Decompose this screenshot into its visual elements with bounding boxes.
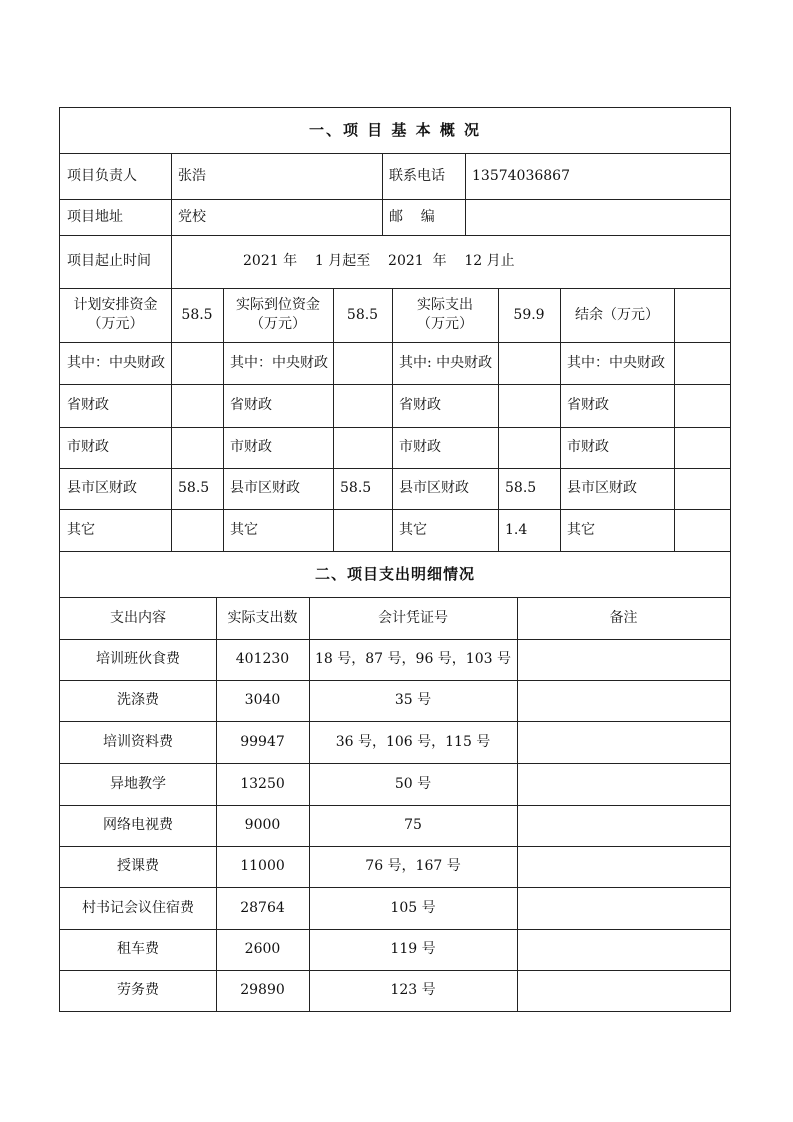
source-label: 省财政 bbox=[567, 397, 609, 414]
planned-funds-label-line2: （万元） bbox=[87, 316, 144, 332]
expense-item: 培训资料费 bbox=[103, 733, 173, 750]
planned-funds-label bbox=[60, 288, 171, 342]
source-value bbox=[674, 342, 730, 384]
source-value bbox=[674, 509, 730, 551]
source-label: 其中：中央财政 bbox=[230, 354, 328, 371]
source-label: 县市区财政 bbox=[230, 480, 300, 497]
spent-label-line1: 实际支出 bbox=[417, 297, 473, 314]
expense-note bbox=[517, 846, 730, 887]
expense-note bbox=[517, 763, 730, 805]
column-header: 实际支出数 bbox=[227, 609, 298, 626]
expense-amount: 29890 bbox=[240, 982, 285, 999]
actual-funds-label-line2: （万元） bbox=[250, 316, 306, 332]
phone-label: 联系电话 bbox=[389, 167, 445, 184]
source-value: 58.5 bbox=[340, 480, 372, 497]
source-value bbox=[674, 384, 730, 427]
postcode-label: 邮 编 bbox=[389, 208, 435, 225]
expense-voucher: 35 号 bbox=[394, 692, 432, 709]
expense-item: 洗涤费 bbox=[117, 692, 159, 709]
actual-funds-label-line1: 实际到位资金 bbox=[236, 297, 320, 314]
source-label: 市财政 bbox=[67, 439, 109, 456]
expense-item: 授课费 bbox=[117, 858, 159, 875]
expense-voucher: 50 号 bbox=[394, 775, 432, 792]
source-value bbox=[333, 384, 392, 427]
expense-amount: 99947 bbox=[240, 733, 285, 750]
actual-funds-label bbox=[223, 288, 333, 342]
source-value: 58.5 bbox=[505, 480, 537, 497]
source-label: 其中: 中央财政 bbox=[399, 354, 493, 371]
source-label: 其它 bbox=[230, 521, 258, 538]
source-value bbox=[333, 427, 392, 468]
expense-note bbox=[517, 680, 730, 721]
expense-voucher: 105 号 bbox=[390, 899, 436, 916]
address-value: 党校 bbox=[178, 208, 206, 225]
postcode-value bbox=[465, 199, 730, 235]
source-label: 市财政 bbox=[567, 439, 609, 456]
column-header: 备注 bbox=[609, 609, 638, 626]
source-label: 县市区财政 bbox=[399, 480, 469, 497]
project-table bbox=[59, 107, 731, 1012]
spent-value: 59.9 bbox=[513, 306, 545, 323]
expense-amount: 11000 bbox=[240, 858, 285, 875]
balance-label: 结余（万元） bbox=[575, 306, 659, 323]
expense-voucher: 36 号，106 号，115 号 bbox=[335, 733, 491, 750]
expense-note bbox=[517, 929, 730, 970]
phone-value: 13574036867 bbox=[472, 167, 570, 184]
source-value bbox=[171, 384, 223, 427]
expense-voucher: 123 号 bbox=[390, 982, 436, 999]
expense-item: 培训班伙食费 bbox=[96, 651, 180, 668]
source-value: 58.5 bbox=[178, 480, 210, 497]
expense-amount: 9000 bbox=[244, 817, 281, 834]
source-label: 其中：中央财政 bbox=[567, 354, 665, 371]
source-value bbox=[333, 342, 392, 384]
expense-note bbox=[517, 721, 730, 763]
source-label: 其它 bbox=[67, 521, 95, 538]
expense-note bbox=[517, 639, 730, 680]
expense-item: 网络电视费 bbox=[103, 817, 173, 834]
source-label: 省财政 bbox=[399, 397, 441, 414]
address-label: 项目地址 bbox=[67, 208, 123, 225]
spent-label bbox=[392, 288, 498, 342]
period-label: 项目起止时间 bbox=[67, 253, 151, 270]
section-title: 二、项目支出明细情况 bbox=[314, 564, 475, 583]
source-value bbox=[498, 384, 560, 427]
source-label: 省财政 bbox=[230, 397, 272, 414]
source-value bbox=[171, 509, 223, 551]
source-label: 其它 bbox=[567, 521, 595, 538]
source-value bbox=[674, 427, 730, 468]
period-value: 2021 年 1 月起至 2021 年 12 月止 bbox=[243, 253, 515, 270]
source-label: 省财政 bbox=[67, 397, 109, 414]
expense-amount: 3040 bbox=[244, 692, 281, 709]
source-label: 市财政 bbox=[399, 439, 441, 456]
source-label: 县市区财政 bbox=[67, 480, 137, 497]
source-label: 其中：中央财政 bbox=[67, 354, 165, 371]
source-value bbox=[498, 342, 560, 384]
expense-voucher: 75 bbox=[404, 817, 422, 834]
balance-value bbox=[674, 288, 730, 342]
expense-amount: 2600 bbox=[244, 941, 281, 958]
source-value: 1.4 bbox=[505, 521, 528, 538]
source-value bbox=[171, 427, 223, 468]
source-label: 市财政 bbox=[230, 439, 272, 456]
planned-funds-value: 58.5 bbox=[181, 306, 213, 323]
actual-funds-value: 58.5 bbox=[346, 306, 379, 323]
expense-note bbox=[517, 887, 730, 929]
planned-funds-label-line1: 计划安排资金 bbox=[73, 297, 158, 314]
expense-note bbox=[517, 970, 730, 1011]
column-header: 会计凭证号 bbox=[378, 609, 448, 626]
expense-voucher: 119 号 bbox=[390, 941, 436, 958]
expense-amount: 13250 bbox=[240, 775, 285, 792]
source-value bbox=[674, 468, 730, 509]
expense-item: 异地教学 bbox=[110, 775, 166, 792]
source-label: 县市区财政 bbox=[567, 480, 637, 497]
leader-value: 张浩 bbox=[178, 167, 206, 184]
expense-voucher: 18 号，87 号，96 号，103 号 bbox=[315, 651, 511, 668]
expense-amount: 401230 bbox=[235, 651, 290, 668]
section-title: 一、项 目 基 本 概 况 bbox=[308, 121, 482, 140]
column-header: 支出内容 bbox=[110, 609, 166, 626]
source-value bbox=[498, 427, 560, 468]
leader-label: 项目负责人 bbox=[67, 167, 137, 184]
source-label: 其它 bbox=[399, 521, 427, 538]
expense-note bbox=[517, 805, 730, 846]
expense-voucher: 76 号，167 号 bbox=[365, 858, 461, 875]
spent-label-line2: （万元） bbox=[417, 316, 473, 332]
source-value bbox=[333, 509, 392, 551]
expense-item: 村书记会议住宿费 bbox=[82, 899, 194, 916]
source-value bbox=[171, 342, 223, 384]
expense-amount: 28764 bbox=[240, 899, 285, 916]
expense-item: 劳务费 bbox=[117, 982, 159, 999]
expense-item: 租车费 bbox=[117, 941, 159, 958]
